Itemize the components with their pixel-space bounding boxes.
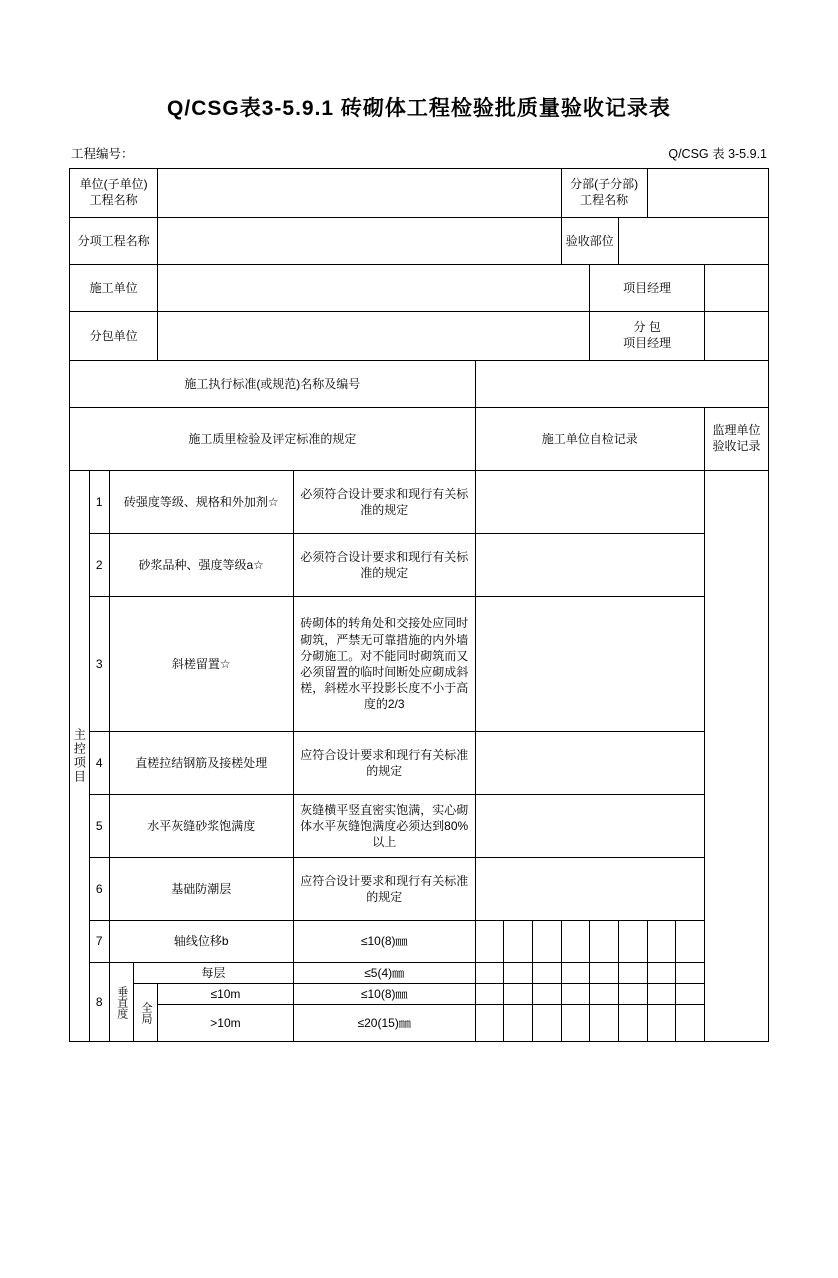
tick-cell[interactable]: [676, 984, 705, 1005]
table-row: [70, 471, 769, 534]
sub-project-manager-value[interactable]: [704, 312, 768, 361]
row-name: 砖强度等级、规格和外加剂☆: [109, 471, 293, 534]
row-number: 8: [89, 963, 109, 1042]
tick-cell[interactable]: [504, 963, 533, 984]
standard-value[interactable]: [475, 361, 768, 408]
table-row: [70, 795, 769, 858]
unit-project-label: 单位(子单位) 工程名称: [70, 169, 158, 218]
self-check-value[interactable]: [475, 597, 704, 732]
tick-cell[interactable]: [561, 963, 590, 984]
row-requirement: 应符合设计要求和现行有关标准的规定: [293, 732, 475, 795]
table-row: [70, 169, 769, 218]
row-name: ≤10m: [158, 984, 294, 1005]
unit-project-value[interactable]: [158, 169, 562, 218]
tick-cell[interactable]: [561, 921, 590, 963]
row-name: 轴线位移b: [109, 921, 293, 963]
table-row: [70, 1005, 769, 1042]
tick-cell[interactable]: [561, 1005, 590, 1042]
row-requirement: ≤20(15)㎜: [293, 1005, 475, 1042]
table-row: [70, 361, 769, 408]
item-project-value[interactable]: [158, 218, 562, 265]
item-project-label: 分项工程名称: [70, 218, 158, 265]
row-number: 1: [89, 471, 109, 534]
row-requirement: 应符合设计要求和现行有关标准的规定: [293, 858, 475, 921]
criteria-header: 施工质里检验及评定标准的规定: [70, 408, 476, 471]
tick-cell[interactable]: [561, 984, 590, 1005]
tick-cell[interactable]: [676, 921, 705, 963]
project-manager-label: 项目经理: [590, 265, 705, 312]
construction-unit-value[interactable]: [158, 265, 590, 312]
self-check-value[interactable]: [475, 471, 704, 534]
tick-cell[interactable]: [647, 1005, 676, 1042]
row-name: 基础防潮层: [109, 858, 293, 921]
row-name: 直槎拉结钢筋及接槎处理: [109, 732, 293, 795]
table-row: [70, 963, 769, 984]
row-number: 2: [89, 534, 109, 597]
table-header-row: [70, 408, 769, 471]
tick-cell[interactable]: [647, 921, 676, 963]
self-check-value[interactable]: [475, 534, 704, 597]
tick-cell[interactable]: [618, 1005, 647, 1042]
tick-cell[interactable]: [532, 1005, 561, 1042]
table-row: [70, 218, 769, 265]
tick-cell[interactable]: [504, 921, 533, 963]
tick-cell[interactable]: [590, 984, 619, 1005]
table-row: [70, 858, 769, 921]
acceptance-part-label: 验收部位: [561, 218, 618, 265]
subheader: [69, 144, 769, 162]
row-requirement: 砖砌体的转角处和交接处应同时砌筑，严禁无可靠措施的内外墙分砌施工。对不能同时砌筑而又必须留置的临时间断处应砌成斜槎，斜槎水平投影长度不小于高度的2/3: [293, 597, 475, 732]
tick-cell[interactable]: [590, 1005, 619, 1042]
row-name: >10m: [158, 1005, 294, 1042]
tick-cell[interactable]: [647, 984, 676, 1005]
sub-project-manager-label: 分 包 项目经理: [590, 312, 705, 361]
self-check-header: 施工单位自检记录: [475, 408, 704, 471]
document-page: [0, 92, 838, 1278]
acceptance-part-value[interactable]: [618, 218, 768, 265]
row-requirement: 必须符合设计要求和现行有关标准的规定: [293, 534, 475, 597]
acceptance-record-table: [69, 168, 769, 1042]
row-number: 7: [89, 921, 109, 963]
subcontract-unit-value[interactable]: [158, 312, 590, 361]
row-name: 斜槎留置☆: [109, 597, 293, 732]
row-name: 每层: [133, 963, 293, 984]
construction-unit-label: 施工单位: [70, 265, 158, 312]
tick-cell[interactable]: [504, 1005, 533, 1042]
row-requirement: ≤10(8)㎜: [293, 921, 475, 963]
tick-cell[interactable]: [647, 963, 676, 984]
tick-cell[interactable]: [590, 921, 619, 963]
supervision-header: 监理单位 验收记录: [704, 408, 768, 471]
table-row: [70, 534, 769, 597]
standard-label: 施工执行标准(或规范)名称及编号: [70, 361, 476, 408]
tick-cell[interactable]: [590, 963, 619, 984]
tick-cell[interactable]: [532, 963, 561, 984]
row-number: 6: [89, 858, 109, 921]
tick-cell[interactable]: [676, 1005, 705, 1042]
sub-project-value[interactable]: [647, 169, 768, 218]
table-row: [70, 597, 769, 732]
row-number: 4: [89, 732, 109, 795]
whole-label: 全局: [133, 984, 157, 1042]
self-check-value[interactable]: [475, 795, 704, 858]
self-check-value[interactable]: [475, 858, 704, 921]
row-requirement: ≤5(4)㎜: [293, 963, 475, 984]
row-name: 水平灰缝砂浆饱满度: [109, 795, 293, 858]
verticality-label: 垂直度: [109, 963, 133, 1042]
self-check-value[interactable]: [475, 732, 704, 795]
tick-cell[interactable]: [676, 963, 705, 984]
table-row: [70, 921, 769, 963]
project-number-label: 工程编号：: [71, 147, 134, 161]
tick-cell[interactable]: [475, 984, 504, 1005]
table-row: [70, 312, 769, 361]
row-requirement: ≤10(8)㎜: [293, 984, 475, 1005]
sub-project-label: 分部(子分部) 工程名称: [561, 169, 647, 218]
subcontract-unit-label: 分包单位: [70, 312, 158, 361]
tick-cell[interactable]: [618, 963, 647, 984]
tick-cell[interactable]: [504, 984, 533, 1005]
table-row: [70, 732, 769, 795]
tick-cell[interactable]: [618, 921, 647, 963]
tick-cell[interactable]: [475, 963, 504, 984]
form-code: Q/CSG 表 3-5.9.1: [668, 147, 767, 161]
project-manager-value[interactable]: [704, 265, 768, 312]
table-row: [70, 984, 769, 1005]
row-requirement: 必须符合设计要求和现行有关标准的规定: [293, 471, 475, 534]
row-requirement: 灰缝横平竖直密实饱满，实心砌体水平灰缝饱满度必须达到80%以上: [293, 795, 475, 858]
page-title: Q/CSG表3-5.9.1 砖砌体工程检验批质量验收记录表: [167, 97, 671, 120]
table-row: [70, 265, 769, 312]
tick-cell[interactable]: [532, 984, 561, 1005]
tick-cell[interactable]: [532, 921, 561, 963]
row-name: 砂浆品种、强度等级a☆: [109, 534, 293, 597]
tick-cell[interactable]: [475, 1005, 504, 1042]
row-number: 3: [89, 597, 109, 732]
main-items-label: 主控项目: [70, 471, 90, 1042]
tick-cell[interactable]: [475, 921, 504, 963]
supervision-record-value[interactable]: [704, 471, 768, 1042]
tick-cell[interactable]: [618, 984, 647, 1005]
row-number: 5: [89, 795, 109, 858]
